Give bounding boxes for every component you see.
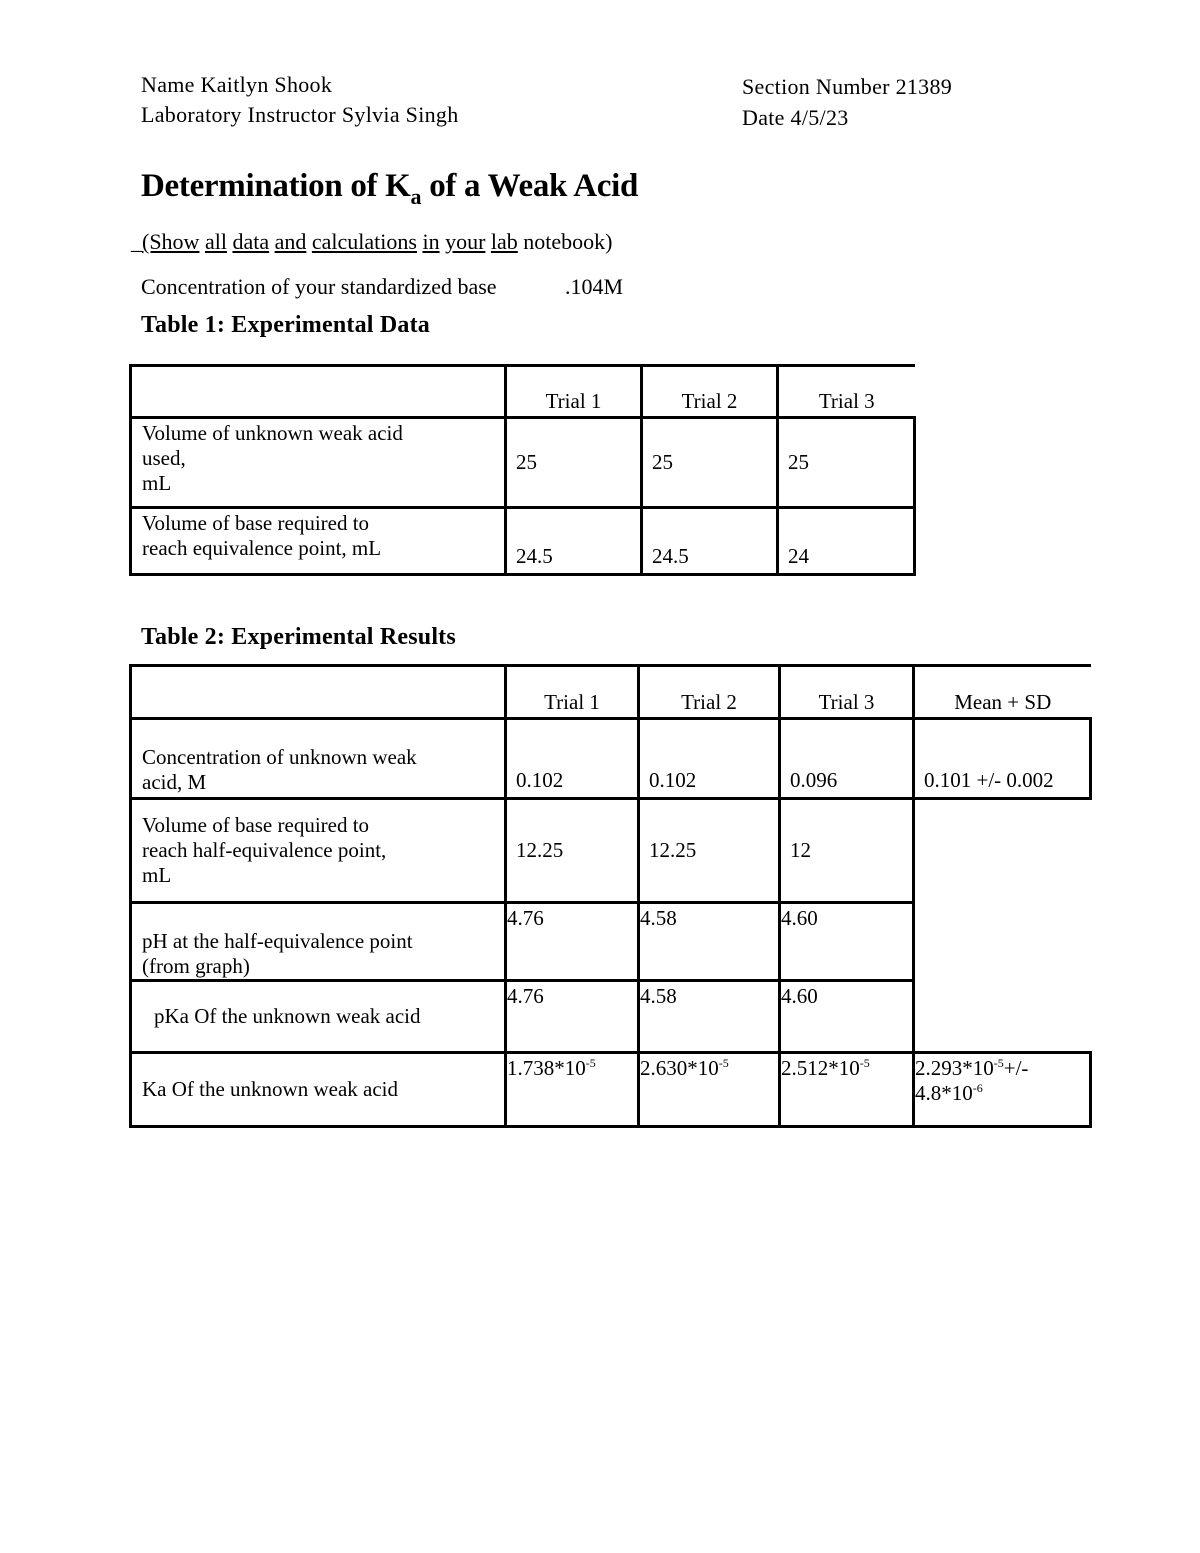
row-label [131, 799, 506, 903]
table-cell: 4.60 [780, 903, 914, 981]
table-cell: 4.58 [639, 903, 780, 981]
ka-base: 2.512*10 [781, 1056, 860, 1080]
experimental-results-table [129, 664, 1092, 1128]
report-date: Date 4/5/23 [742, 105, 849, 130]
ka-exponent: -5 [859, 1056, 870, 1070]
table-cell [639, 1053, 780, 1127]
table-header-cell: Trial 2 [642, 366, 778, 418]
instruction-word: calculations [311, 229, 417, 254]
table-cell: 25 [642, 418, 778, 508]
row-label [131, 508, 506, 575]
row-label-line: mL [142, 471, 172, 495]
row-label-line: Volume of base required to [142, 511, 370, 535]
table-cell: 24.5 [642, 508, 778, 575]
table-cell: 24 [778, 508, 915, 575]
instruction-line [131, 229, 613, 255]
table-header-cell: Trial 2 [639, 666, 780, 719]
row-label [131, 719, 506, 799]
section-number: Section Number 21389 [742, 74, 953, 99]
table-header-cell: Trial 3 [778, 366, 915, 418]
mean-sd-cell: 0.101 +/- 0.002 [914, 719, 1091, 799]
row-label-line: reach half-equivalence point, [142, 838, 387, 862]
instruction-word: notebook) [523, 229, 613, 254]
instruction-word: (Show [142, 229, 200, 254]
table-cell: 12 [780, 799, 914, 903]
title-prefix: Determination of K [141, 168, 411, 204]
row-label-line: pH at the half-equivalence point [142, 929, 413, 953]
ka-base: 1.738*10 [507, 1056, 586, 1080]
instruction-lead: _ [131, 229, 142, 254]
row-label [131, 903, 506, 981]
instruction-word: and [274, 229, 307, 254]
row-label-line: mL [142, 863, 172, 887]
table-cell [506, 1053, 639, 1127]
table-row [131, 508, 915, 575]
row-label [131, 981, 506, 1053]
table-cell: 4.58 [639, 981, 780, 1053]
table2-caption: Table 2: Experimental Results [141, 624, 456, 650]
table-header-cell: Trial 3 [780, 666, 914, 719]
row-label-line: reach equivalence point, mL [142, 536, 382, 560]
table-corner-cell [131, 666, 506, 719]
table-cell: 0.102 [639, 719, 780, 799]
table-row [131, 418, 915, 508]
table-cell: 0.102 [506, 719, 639, 799]
table-header-cell: Trial 1 [506, 366, 642, 418]
table-row [131, 1053, 1091, 1127]
instruction-word: in [422, 229, 440, 254]
table-cell: 24.5 [506, 508, 642, 575]
empty-cell [914, 799, 1091, 1053]
table1-caption: Table 1: Experimental Data [141, 312, 430, 338]
table-cell: 4.60 [780, 981, 914, 1053]
table-cell: 12.25 [506, 799, 639, 903]
instruction-word: your [445, 229, 486, 254]
row-label-line: Volume of base required to [142, 813, 370, 837]
table-cell: 12.25 [639, 799, 780, 903]
table-header-cell: Mean + SD [914, 666, 1091, 719]
ka-base: 2.630*10 [640, 1056, 719, 1080]
row-label-line: Concentration of unknown weak [142, 745, 417, 769]
table-row [131, 666, 1091, 719]
table-cell: 0.096 [780, 719, 914, 799]
row-label-line: pKa Of the unknown weak acid [154, 1004, 421, 1028]
row-label-line: acid, M [142, 770, 207, 794]
mean-sd-cell [914, 1053, 1091, 1127]
table-row [131, 366, 915, 418]
ka-mean-pm: +/- [1003, 1056, 1029, 1080]
table-cell [780, 1053, 914, 1127]
ka-sd-exponent: -6 [972, 1081, 983, 1095]
ka-mean-base: 2.293*10 [915, 1056, 994, 1080]
table-row [131, 719, 1091, 799]
table-corner-cell [131, 366, 506, 418]
base-concentration-value: .104M [565, 274, 624, 299]
instruction-word: lab [490, 229, 518, 254]
row-label-line: Volume of unknown weak acid [142, 421, 403, 445]
row-label-line: used, [142, 446, 186, 470]
ka-mean-exponent: -5 [993, 1056, 1004, 1070]
table-row [131, 799, 1091, 903]
ka-exponent: -5 [585, 1056, 596, 1070]
ka-exponent: -5 [718, 1056, 729, 1070]
table-cell: 4.76 [506, 903, 639, 981]
instruction-word: all [204, 229, 227, 254]
lab-instructor: Laboratory Instructor Sylvia Singh [141, 102, 459, 127]
table-header-cell: Trial 1 [506, 666, 639, 719]
table-cell: 25 [506, 418, 642, 508]
ka-sd-base: 4.8*10 [915, 1081, 973, 1105]
title-suffix: of a Weak Acid [421, 168, 639, 204]
student-name: Name Kaitlyn Shook [141, 72, 333, 97]
page-title [141, 168, 639, 209]
row-label: Ka Of the unknown weak acid [131, 1053, 506, 1127]
table-cell: 4.76 [506, 981, 639, 1053]
row-label [131, 418, 506, 508]
row-label-line: (from graph) [142, 954, 250, 978]
title-subscript: a [410, 184, 422, 209]
base-concentration-label: Concentration of your standardized base [141, 274, 497, 299]
instruction-word: data [232, 229, 270, 254]
table-cell: 25 [778, 418, 915, 508]
experimental-data-table [129, 364, 916, 576]
